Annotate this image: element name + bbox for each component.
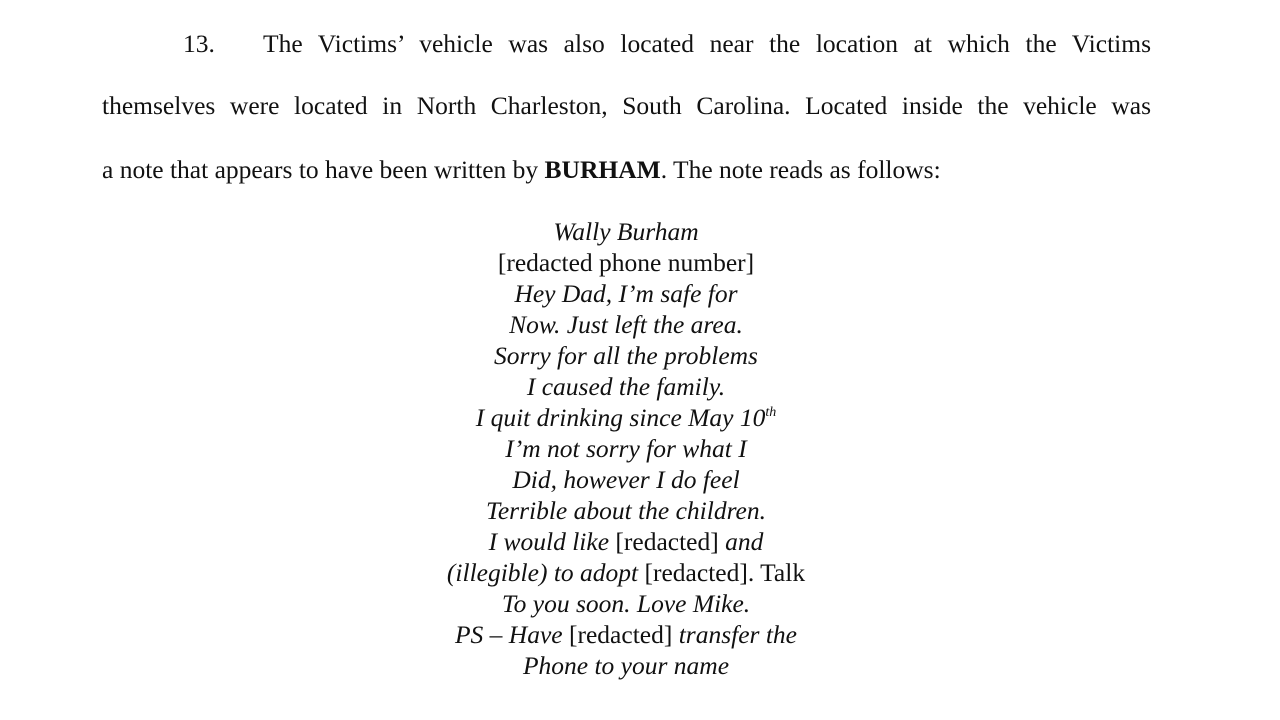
note-line-14-c: transfer the [672, 620, 798, 649]
note-line-12-c: . Talk [747, 558, 806, 587]
note-line-13: To you soon. Love Mike. [501, 589, 751, 618]
redaction-marker: [redacted] [615, 527, 719, 556]
paragraph-number: 13. [183, 29, 215, 58]
note-line-14 [0, 619, 1252, 650]
redaction-marker: [redacted] [569, 620, 673, 649]
paragraph-line-3-after: . The note reads as follows: [660, 155, 941, 184]
note-line-5: Sorry for all the problems [494, 341, 758, 370]
paragraph-line-2: themselves were located in North Charleston, South Carolina. Located inside the vehicle was [102, 91, 1151, 120]
note-line-11-c: and [718, 527, 764, 556]
note-line-8: I’m not sorry for what I [505, 434, 747, 463]
note-line-2: [redacted phone number] [497, 248, 755, 277]
note-line-9: Did, however I do feel [512, 465, 740, 494]
note-line-3: Hey Dad, I’m safe for [514, 279, 738, 308]
paragraph-line-1 [183, 29, 1151, 59]
note-line-10: Terrible about the children. [485, 496, 766, 525]
note-line-11 [0, 526, 1252, 557]
paragraph-line-3-before: a note that appears to have been written by [102, 155, 545, 184]
note-line-6: I caused the family. [526, 372, 726, 401]
paragraph-line-1-text: The Victims’ vehicle was also located near the location at which the Victims [263, 29, 1151, 58]
defendant-name: BURHAM [544, 155, 661, 184]
note-line-7 [0, 402, 1252, 433]
note-line-7-text: I quit drinking since May 10 [475, 403, 766, 432]
paragraph-line-3 [102, 155, 941, 185]
note-line-14-a: PS – Have [454, 620, 569, 649]
note-line-11-a: I would like [488, 527, 616, 556]
note-line-7-superscript: th [765, 405, 777, 420]
note-line-15: Phone to your name [522, 651, 730, 680]
note-line-1: Wally Burham [553, 217, 699, 246]
note-line-12 [0, 557, 1252, 588]
quoted-note [0, 216, 1252, 681]
redaction-marker: [redacted] [644, 558, 748, 587]
note-line-4: Now. Just left the area. [509, 310, 743, 339]
note-line-12-a: (illegible) to adopt [446, 558, 645, 587]
